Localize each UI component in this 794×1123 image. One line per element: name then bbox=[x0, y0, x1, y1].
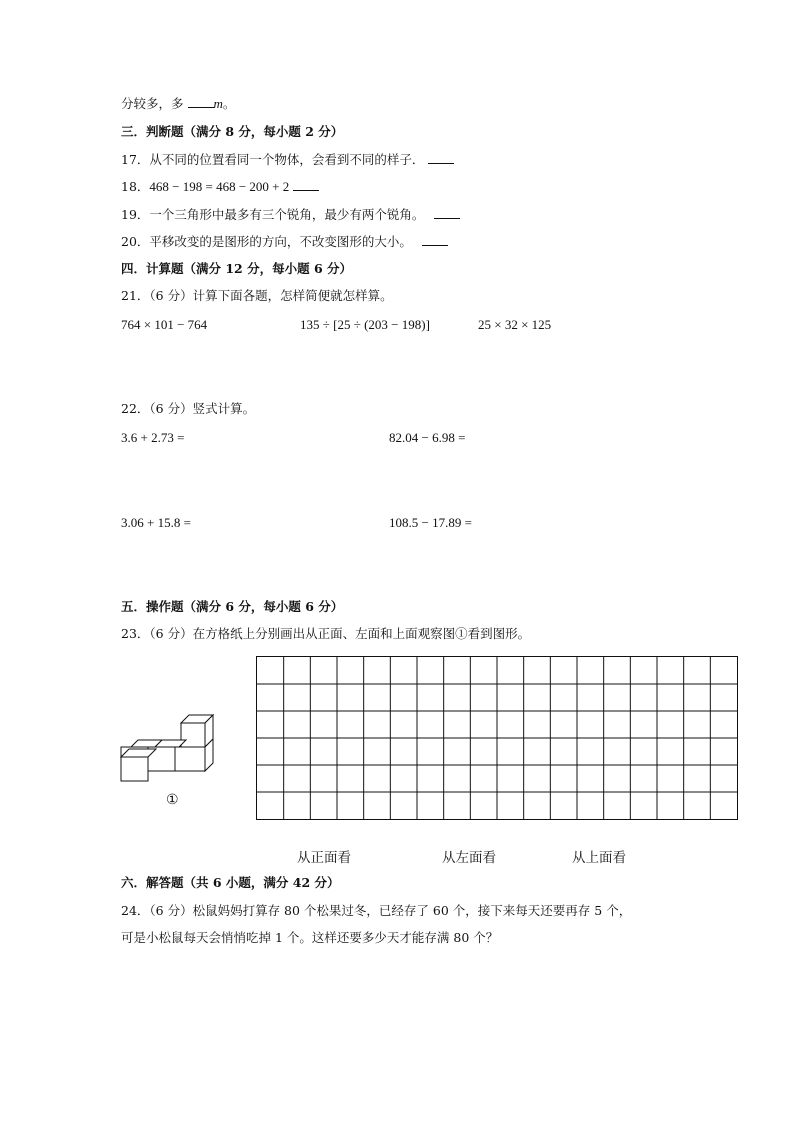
unit-text: m bbox=[213, 96, 223, 111]
question-21: 21．（6 分）计算下面各题，怎样简便就怎样算。 bbox=[121, 288, 393, 303]
question-24-line-2: 可是小松鼠每天会悄悄吃掉 1 个。这样还要多少天才能存满 80 个？ bbox=[121, 930, 499, 945]
section-title-4: 四．计算题（满分 12 分，每小题 6 分） bbox=[121, 261, 353, 276]
vertical-calc-2: 82.04 − 6.98 = bbox=[389, 430, 466, 445]
question-18 bbox=[121, 179, 319, 195]
calc-item-2: 135 ÷ [25 ÷ (203 − 198)] bbox=[300, 317, 430, 332]
cube-figure bbox=[120, 712, 220, 786]
carryover-line bbox=[121, 96, 235, 112]
answer-blank-18[interactable] bbox=[293, 179, 319, 191]
question-19 bbox=[121, 207, 460, 223]
section-title-3: 三．判断题（满分 8 分，每小题 2 分） bbox=[121, 124, 344, 139]
question-17 bbox=[121, 152, 454, 168]
drawing-grid[interactable] bbox=[256, 656, 738, 820]
question-17-text: 17．从不同的位置看同一个物体，会看到不同的样子． bbox=[121, 152, 425, 167]
answer-blank-19[interactable] bbox=[434, 207, 460, 219]
question-18-number: 18． bbox=[121, 179, 150, 194]
question-18-expression: 468 − 198 = 468 − 200 + 2 bbox=[149, 179, 290, 194]
view-label-left: 从左面看 bbox=[442, 850, 496, 866]
answer-blank-17[interactable] bbox=[428, 152, 454, 164]
carryover-end: 。 bbox=[222, 96, 236, 111]
vertical-calc-3: 3.06 + 15.8 = bbox=[121, 515, 191, 530]
question-22: 22．（6 分）竖式计算。 bbox=[121, 401, 256, 416]
question-24-line-1: 24．（6 分）松鼠妈妈打算存 80 个松果过冬，已经存了 60 个，接下来每天还要再存 5 个， bbox=[121, 903, 632, 918]
answer-blank-20[interactable] bbox=[422, 234, 448, 246]
section-title-6: 六．解答题（共 6 小题，满分 42 分） bbox=[121, 875, 340, 890]
view-label-front: 从正面看 bbox=[297, 850, 351, 866]
vertical-calc-1: 3.6 + 2.73 = bbox=[121, 430, 185, 445]
calc-item-3: 25 × 32 × 125 bbox=[478, 317, 552, 332]
calc-item-1: 764 × 101 − 764 bbox=[121, 317, 208, 332]
carryover-text: 分较多，多 bbox=[121, 96, 184, 111]
question-23: 23．（6 分）在方格纸上分别画出从正面、左面和上面观察图①看到图形。 bbox=[121, 626, 531, 641]
answer-blank[interactable] bbox=[188, 96, 214, 108]
question-20 bbox=[121, 234, 448, 250]
section-title-5: 五．操作题（满分 6 分，每小题 6 分） bbox=[121, 599, 344, 614]
view-label-top: 从上面看 bbox=[572, 850, 626, 866]
figure-label: ① bbox=[166, 792, 179, 808]
question-19-text: 19．一个三角形中最多有三个锐角，最少有两个锐角。 bbox=[121, 207, 425, 222]
question-20-text: 20．平移改变的是图形的方向，不改变图形的大小。 bbox=[121, 234, 412, 249]
vertical-calc-4: 108.5 − 17.89 = bbox=[389, 515, 472, 530]
